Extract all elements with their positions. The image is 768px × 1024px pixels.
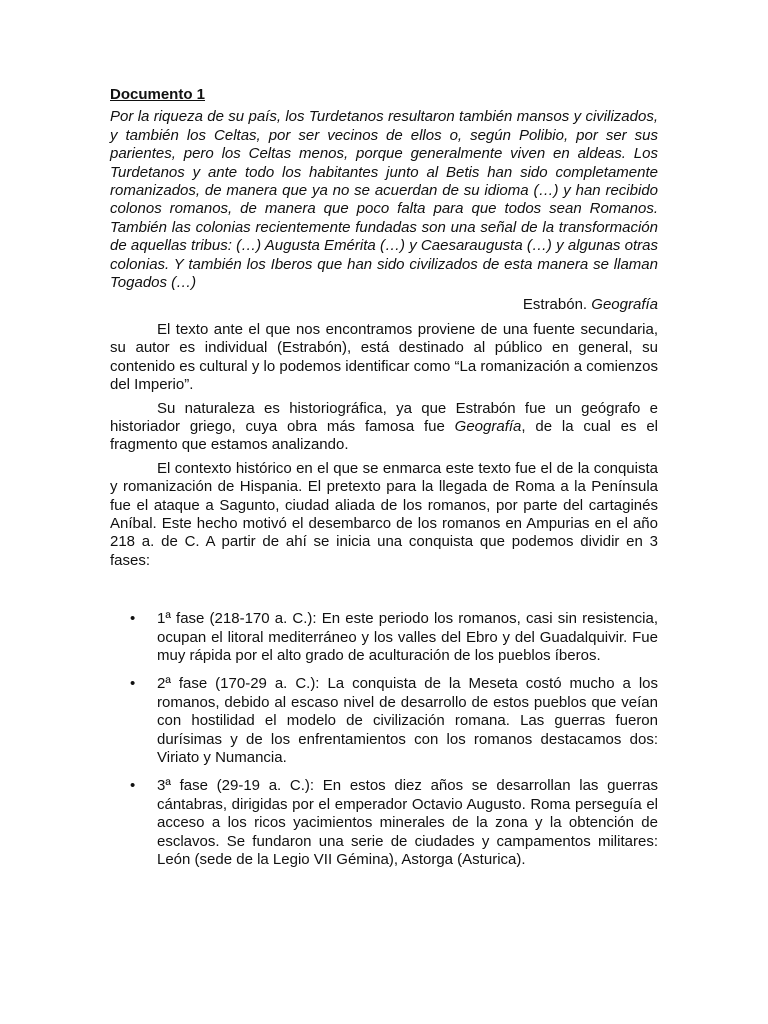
paragraph-classification: El texto ante el que nos encontramos proviene de una fuente secundaria, su autor es individual (Estrabón), está destinado al público en general, su contenido es cultural y lo podemos identificar como “La romanización a comienzos del Imperio”. <box>110 320 658 394</box>
quote-source <box>110 296 658 314</box>
paragraph-nature-text-start: Su naturaleza es historiográfica, ya que Estrabón fue un geógrafo e historiador griego, cuya obra más famosa fue <box>110 399 658 435</box>
paragraph-nature-work-title: Geografía <box>454 417 522 435</box>
document-heading: Documento 1 <box>110 86 206 103</box>
phase-text: 2ª fase (170-29 a. C.): La conquista de la Meseta costó mucho a los romanos, debido al escaso nivel de desarrollo de estos pueblos que veían con hostilidad el modelo de civilización romana. Las guerras fueron durísimas y de los enfrentamientos con los romanos destacamos dos: Viriato y Numancia. <box>157 675 658 766</box>
list-item-phase-3 <box>110 777 658 869</box>
phase-text: 3ª fase (29-19 a. C.): En estos diez años se desarrollan las guerras cántabras, dirigidas por el emperador Octavio Augusto. Roma perseguía el acceso a los ricos yacimientos minerales de la zona y la obtención de esclavos. Se fundaron una serie de ciudades y campamentos militares: León (sede de la Legio VII Gémina), Astorga (Asturica). <box>157 777 658 869</box>
paragraph-nature <box>110 400 658 455</box>
bullet-icon: • <box>130 777 136 795</box>
phase-text: 1ª fase (218-170 a. C.): En este periodo los romanos, casi sin resistencia, ocupan el litoral mediterráneo y los valles del Ebro y del Guadalquivir. Fue muy rápida por el alto grado de aculturación de los pueblos íberos. <box>157 610 658 664</box>
bullet-icon: • <box>130 675 136 693</box>
paragraph-nature-text-end: , de la cual es el fragmento que estamos analizando. <box>110 417 659 454</box>
source-work: Geografía <box>591 296 658 314</box>
list-item-phase-1 <box>110 610 658 665</box>
source-author: Estrabón. <box>522 296 588 314</box>
document-page <box>110 86 658 879</box>
quoted-text: Por la riqueza de su país, los Turdetanos resultaron también mansos y civilizados, y también los Celtas, por ser vecinos de ellos o, según Polibio, por ser sus parientes, pero los Celtas menos, porque generalmente viven en aldeas. Los Turdetanos y ante todo los habitantes junto al Betis han sido completamente romanizados, de manera que ya no se acuerdan de su idioma (…) y han recibido colonos romanos, de manera que poco falta para que todos sean Romanos. También las colonias recientemente fundadas son una señal de la transformación de aquellas tribus: (…) Augusta Emérita (…) y Caesaraugusta (…) y algunas otras colonias. Y también los Iberos que han sido civilizados de esta manera se llaman Togados (…) <box>110 108 658 292</box>
list-item-phase-2 <box>110 675 658 767</box>
bullet-icon: • <box>130 610 136 628</box>
phases-list <box>110 610 658 869</box>
paragraph-context: El contexto histórico en el que se enmarca este texto fue el de la conquista y romanización de Hispania. El pretexto para la llegada de Roma a la Península fue el ataque a Sagunto, ciudad aliada de los romanos, por parte del cartaginés Aníbal. Este hecho motivó el desembarco de los romanos en Ampurias en el año 218 a. de C. A partir de ahí se inicia una conquista que podemos dividir en 3 fases: <box>110 459 658 569</box>
